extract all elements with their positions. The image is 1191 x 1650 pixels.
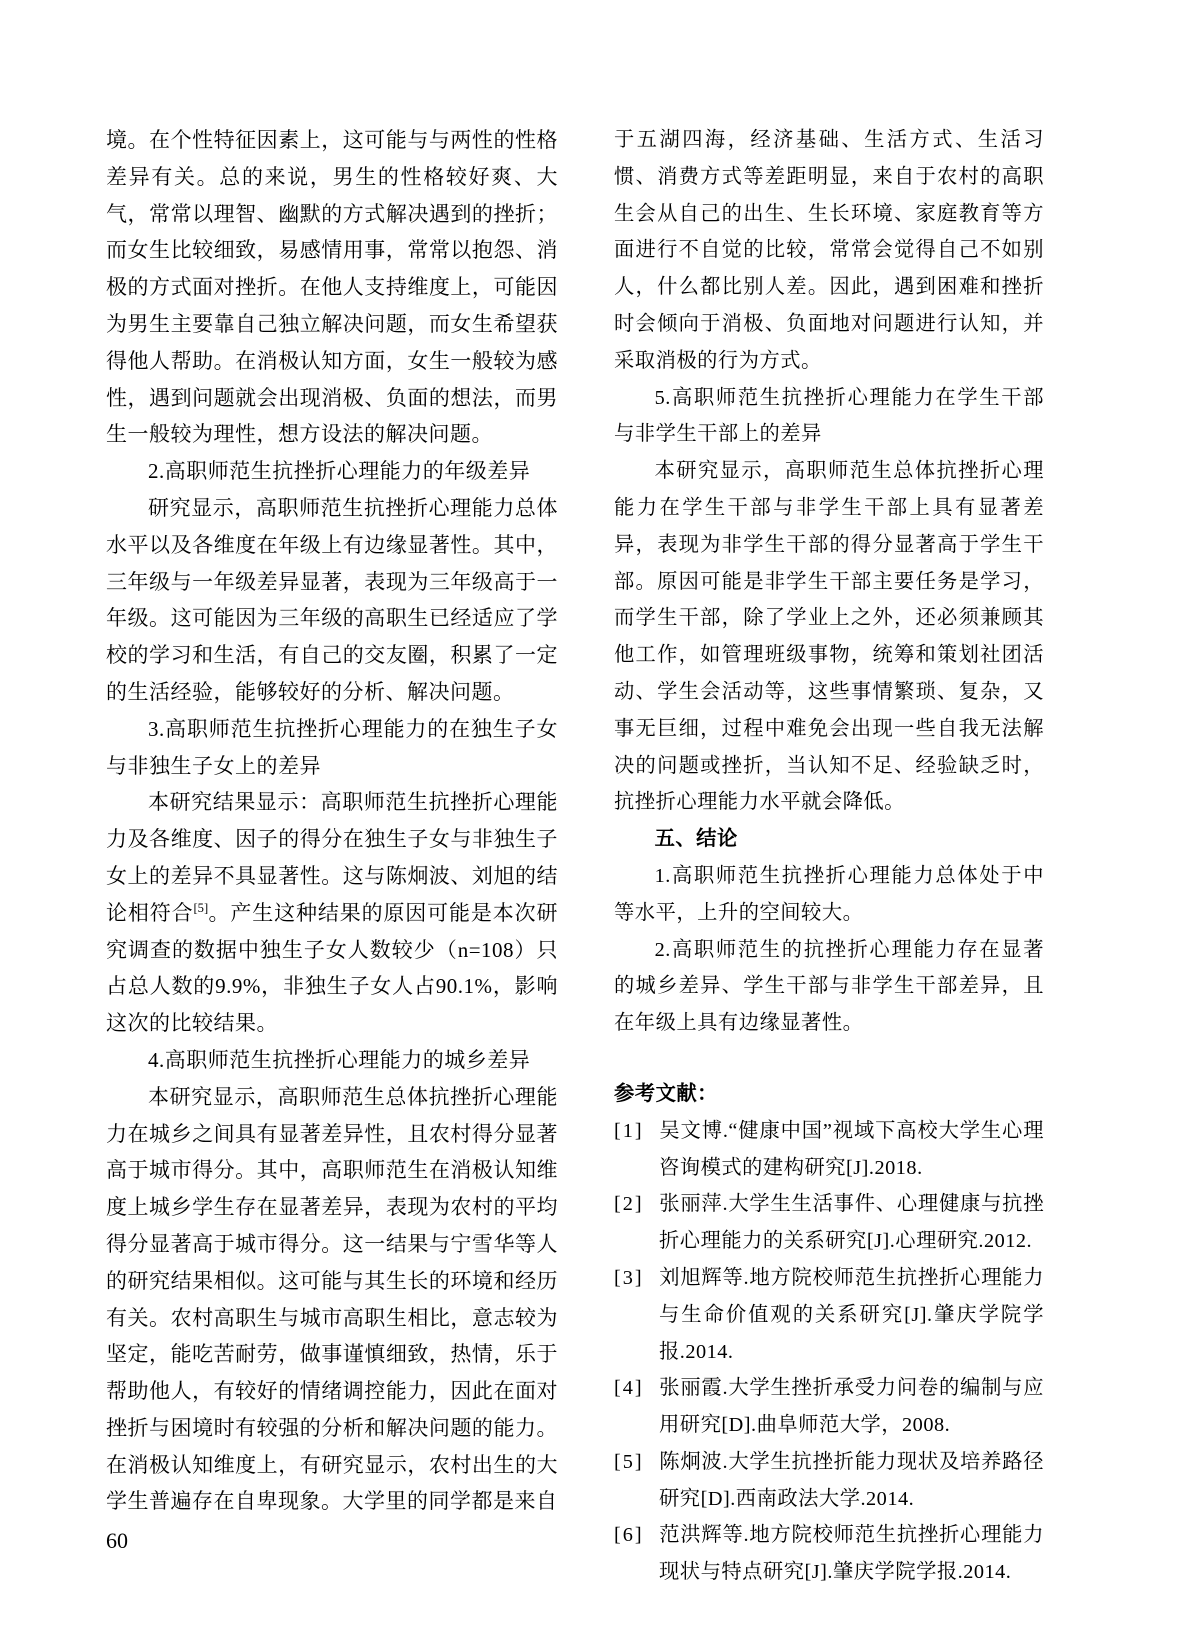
paragraph-grade-difference: 研究显示，高职师范生抗挫折心理能力总体水平以及各维度在年级上有边缘显著性。其中，三年级与一年级差异显著，表现为三年级高于一年级。这可能因为三年级的高职生已经适应了学校的学习和生活，有自己的交友圈，积累了一定的生活经验，能够较好的分析、解决问题。 <box>106 495 558 704</box>
paragraph-text: 本研究结果显示：高职师范生抗挫折心理能力及各维度、因子的得分在独生子女与非独生子女上的差异不具显著性。这与陈炯波、刘旭的结论相符合 <box>106 790 558 925</box>
left-column <box>106 122 558 1520</box>
reference-text: 范洪辉等.地方院校师范生抗挫折心理能力现状与特点研究[J].肇庆学院学报.2014. <box>659 1524 1044 1584</box>
references-heading: 参考文献： <box>614 1082 718 1105</box>
section-heading-urban-rural-difference: 4.高职师范生抗挫折心理能力的城乡差异 <box>148 1047 531 1072</box>
right-column <box>614 122 1044 1591</box>
conclusion-item-1: 1.高职师范生抗挫折心理能力总体处于中等水平，上升的空间较大。 <box>614 864 1044 924</box>
citation-superscript: [5] <box>193 900 209 915</box>
section-heading-only-child-difference: 3.高职师范生抗挫折心理能力的在独生子女与非独生子女上的差异 <box>106 716 558 778</box>
page-number: 60 <box>106 1528 128 1553</box>
reference-item <box>614 1113 1044 1187</box>
paragraph-text: 。产生这种结果的原因可能是本次研究调查的数据中独生子女人数较少（n=108）只占总人数的9.9%，非独生子女人占90.1%，影响这次的比较结果。 <box>106 900 559 1036</box>
conclusion-item-2: 2.高职师范生的抗挫折心理能力存在显著的城乡差异、学生干部与非学生干部差异，且在年级上具有边缘显著性。 <box>614 938 1044 1035</box>
reference-item <box>614 1260 1044 1370</box>
reference-item <box>614 1444 1044 1518</box>
section-heading-cadre-difference: 5.高职师范生抗挫折心理能力在学生干部与非学生干部上的差异 <box>614 386 1044 446</box>
reference-text: 张丽萍.大学生生活事件、心理健康与抗挫折心理能力的关系研究[J].心理研究.2012. <box>659 1193 1044 1253</box>
reference-number: [5] <box>614 1450 644 1473</box>
reference-item <box>614 1517 1044 1591</box>
reference-text: 吴文博.“健康中国”视域下高校大学生心理咨询模式的建构研究[J].2018. <box>659 1119 1044 1179</box>
paragraph-cadre-difference: 本研究显示，高职师范生总体抗挫折心理能力在学生干部与非学生干部上具有显著差异，表现为非学生干部的得分显著高于学生干部。原因可能是非学生干部主要任务是学习，而学生干部，除了学业上之外，还必须兼顾其他工作，如管理班级事物，统筹和策划社团活动、学生会活动等，这些事情繁琐、复杂，又事无巨细，过程中难免会出现一些自我无法解决的问题或挫折，当认知不足、经验缺乏时，抗挫折心理能力水平就会降低。 <box>614 460 1044 814</box>
paragraph-only-child-difference <box>106 784 558 1042</box>
conclusion-heading: 五、结论 <box>654 828 738 851</box>
reference-number: [4] <box>614 1377 644 1400</box>
reference-number: [3] <box>614 1266 644 1289</box>
reference-text: 陈炯波.大学生抗挫折能力现状及培养路径研究[D].西南政法大学.2014. <box>659 1450 1044 1510</box>
paragraph-urban-rural-difference: 本研究显示，高职师范生总体抗挫折心理能力在城乡之间具有显著差异性，且农村得分显著高于城市得分。其中，高职师范生在消极认知维度上城乡学生存在显著差异，表现为农村的平均得分显著高于城市得分。这一结果与宁雪华等人的研究结果相似。这可能与其生长的环境和经历有关。农村高职生与城市高职生相比，意志较为坚定，能吃苦耐劳，做事谨慎细致，热情，乐于帮助他人，有较好的情绪调控能力，因此在面对挫折与困境时有较强的分析和解决问题的能力。在消极认知维度上，有研究显示，农村出生的大学生普遍存在自卑现象。大学里的同学都是来自 <box>106 1084 558 1514</box>
reference-text: 张丽霞.大学生挫折承受力问卷的编制与应用研究[D].曲阜师范大学，2008. <box>659 1377 1044 1437</box>
reference-number: [6] <box>614 1524 644 1547</box>
paragraph-continuation: 境。在个性特征因素上，这可能与与两性的性格差异有关。总的来说，男生的性格较好爽、大气，常常以理智、幽默的方式解决遇到的挫折；而女生比较细致，易感情用事，常常以抱怨、消极的方式面对挫折。在他人支持维度上，可能因为男生主要靠自己独立解决问题，而女生希望获得他人帮助。在消极认知方面，女生一般较为感性，遇到问题就会出现消极、负面的想法，而男生一般较为理性，想方设法的解决问题。 <box>106 128 558 447</box>
reference-number: [1] <box>614 1119 644 1142</box>
paragraph-continuation: 于五湖四海，经济基础、生活方式、生活习惯、消费方式等差距明显，来自于农村的高职生会从自己的出生、生长环境、家庭教育等方面进行不自觉的比较，常常会觉得自己不如别人，什么都比别人差。因此，遇到困难和挫折时会倾向于消极、负面地对问题进行认知，并采取消极的行为方式。 <box>614 129 1044 372</box>
reference-number: [2] <box>614 1193 644 1216</box>
section-heading-grade-difference: 2.高职师范生抗挫折心理能力的年级差异 <box>148 459 531 484</box>
reference-text: 刘旭辉等.地方院校师范生抗挫折心理能力与生命价值观的关系研究[J].肇庆学院学报.2014. <box>659 1266 1044 1363</box>
reference-item <box>614 1186 1044 1260</box>
reference-item <box>614 1370 1044 1444</box>
